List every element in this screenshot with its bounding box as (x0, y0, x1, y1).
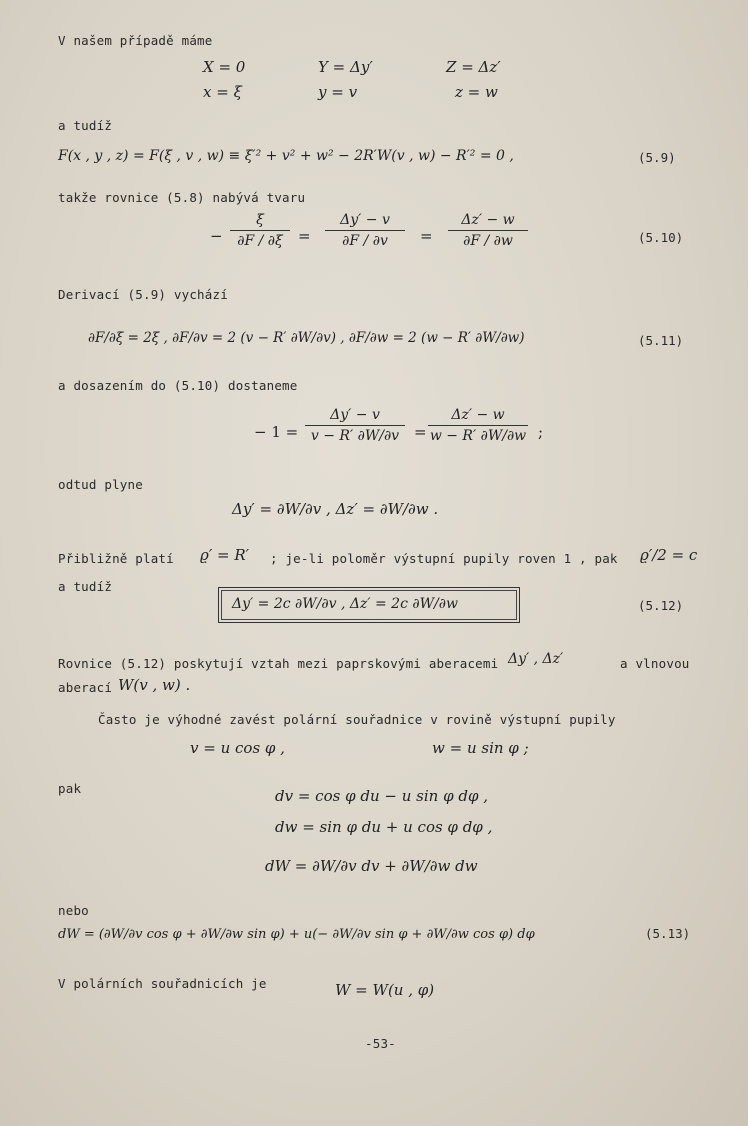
equation-5-11: ∂F/∂ξ = 2ξ , ∂F/∂v = 2 (v − R′ ∂W/∂v) , ∂F/∂w = 2 (w − R′ ∂W/∂w) (88, 330, 525, 346)
equals-sign: = (414, 423, 427, 441)
fraction (325, 212, 405, 249)
math-dv: dv = cos φ du − u sin φ dφ , (275, 787, 488, 805)
equation-5-9: F(x , y , z) = F(ξ , v , w) ≡ ξ′² + v² + w² − 2R′W(v , w) − R′² = 0 , (58, 148, 514, 164)
text-line: aberací (58, 680, 113, 695)
fraction (230, 212, 290, 249)
math-y-equals-v: y = v (318, 83, 358, 101)
text-line: odtud plyne (58, 477, 143, 492)
numerator: ξ (230, 212, 290, 231)
fraction (448, 212, 528, 249)
math-z-equals-w: z = w (455, 83, 498, 101)
text-line: ; je-li poloměr výstupní pupily roven 1 , pak (270, 551, 618, 566)
equation-number: (5.12) (638, 598, 684, 613)
text-line: a vlnovou (620, 656, 690, 671)
text-line: a tudíž (58, 579, 113, 594)
equation-number: (5.9) (638, 150, 676, 165)
equation-number: (5.13) (645, 926, 691, 941)
math-y-equals-dy: Y = Δy′ (318, 58, 373, 76)
text-line: nebo (58, 903, 89, 918)
math-rho-equals-r: ϱ′ = R′ (200, 546, 250, 564)
equation-number: (5.10) (638, 230, 684, 245)
text-line: Rovnice (5.12) poskytují vztah mezi paprskovými aberacemi (58, 656, 499, 671)
math-aberrations: Δy′ , Δz′ (508, 651, 564, 667)
text-line: pak (58, 781, 82, 796)
text-line: a dosazením do (5.10) dostaneme (58, 378, 298, 393)
math-rho-half-equals-c: ϱ′/2 = c (640, 546, 698, 564)
text-line: V našem případě máme (58, 33, 213, 48)
denominator: ∂F / ∂w (463, 233, 513, 249)
denominator: ∂F / ∂v (342, 233, 388, 249)
equation-number: (5.11) (638, 333, 684, 348)
text-line: takže rovnice (5.8) nabývá tvaru (58, 190, 306, 205)
semicolon: ; (538, 423, 544, 441)
math-w-polar-function: W = W(u , φ) (335, 981, 435, 999)
text-line: Přibližně platí (58, 551, 174, 566)
numerator: Δy′ − v (325, 212, 405, 231)
equation-dy-dz: Δy′ = ∂W/∂v , Δz′ = ∂W/∂w . (232, 500, 439, 518)
math-x-equals-xi: x = ξ (203, 83, 242, 101)
minus-sign: − (210, 227, 223, 245)
numerator: Δy′ − v (305, 407, 405, 426)
math-v-polar: v = u cos φ , (190, 739, 285, 757)
fraction (305, 407, 405, 444)
math-dw: dw = sin φ du + u cos φ dφ , (275, 818, 493, 836)
equals-sign: = (420, 227, 433, 245)
denominator: w − R′ ∂W/∂w (429, 428, 527, 444)
text-line: Derivací (5.9) vychází (58, 287, 228, 302)
equation-5-12: Δy′ = 2c ∂W/∂v , Δz′ = 2c ∂W/∂w (232, 596, 458, 612)
text-line: Často je výhodné zavést polární souřadnice v rovině výstupní pupily (98, 712, 616, 727)
denominator: v − R′ ∂W/∂v (310, 428, 400, 444)
math-x-equals-0: X = 0 (203, 58, 246, 76)
denominator: ∂F / ∂ξ (237, 233, 283, 249)
math-dW: dW = ∂W/∂v dv + ∂W/∂w dw (265, 857, 478, 875)
math-wave-aberration: W(v , w) . (118, 676, 191, 694)
text-line: V polárních souřadnicích je (58, 976, 267, 991)
numerator: Δz′ − w (428, 407, 528, 426)
page-number: -53- (365, 1036, 396, 1051)
fraction (428, 407, 528, 444)
numerator: Δz′ − w (448, 212, 528, 231)
text-line: a tudíž (58, 118, 113, 133)
math-z-equals-dz: Z = Δz′ (446, 58, 501, 76)
equation-5-13: dW = (∂W/∂v cos φ + ∂W/∂w sin φ) + u(− ∂W/∂v sin φ + ∂W/∂w cos φ) dφ (58, 927, 535, 942)
math-w-polar: w = u sin φ ; (432, 739, 529, 757)
minus-one-equals: − 1 = (254, 423, 299, 441)
equals-sign: = (298, 227, 311, 245)
